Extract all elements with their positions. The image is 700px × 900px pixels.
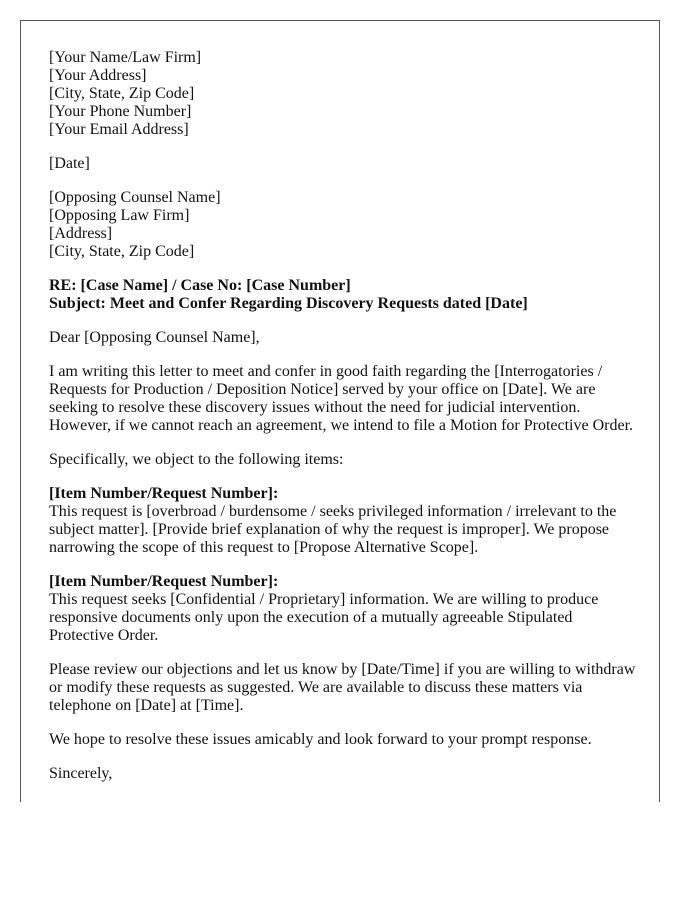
re-block — [49, 277, 639, 313]
recipient-address: [Address] — [49, 225, 113, 242]
re-line: RE: [Case Name] / Case No: [Case Number] — [49, 277, 351, 294]
letter-page — [20, 20, 660, 802]
sender-block — [49, 49, 639, 139]
item-text: This request seeks [Confidential / Proprietary] information. We are willing to produce responsive documents only upon the execution of a mutually agreeable Stipulated Protective Order. — [49, 591, 599, 644]
item-heading: [Item Number/Request Number]: — [49, 573, 279, 590]
item-heading: [Item Number/Request Number]: — [49, 485, 279, 502]
item-text: This request is [overbroad / burdensome / seeks privileged information / irrelevant to the subject matter]. [Provide brief explanation of why the request is improper]. We propose narrowing the scope of this request to [Propose Alternative Scope]. — [49, 503, 617, 556]
subject-line: Subject: Meet and Confer Regarding Discovery Requests dated [Date] — [49, 295, 528, 312]
recipient-block — [49, 189, 639, 261]
salutation: Dear [Opposing Counsel Name], — [49, 329, 260, 346]
signoff: Sincerely, — [49, 765, 113, 782]
sender-email: [Your Email Address] — [49, 121, 189, 138]
review-paragraph: Please review our objections and let us know by [Date/Time] if you are willing to withdraw or modify these requests as suggested. We are available to discuss these matters via telephone on [Date] at [Time]. — [49, 661, 636, 714]
letter-date: [Date] — [49, 155, 90, 172]
letter-content — [49, 49, 639, 799]
recipient-city: [City, State, Zip Code] — [49, 243, 195, 260]
sender-name: [Your Name/Law Firm] — [49, 49, 202, 66]
objection-intro: Specifically, we object to the following items: — [49, 451, 344, 468]
recipient-firm: [Opposing Law Firm] — [49, 207, 190, 224]
sender-city: [City, State, Zip Code] — [49, 85, 195, 102]
sender-address: [Your Address] — [49, 67, 147, 84]
objection-item — [49, 573, 639, 645]
recipient-name: [Opposing Counsel Name] — [49, 189, 221, 206]
closing-paragraph: We hope to resolve these issues amicably and look forward to your prompt response. — [49, 731, 592, 748]
intro-paragraph: I am writing this letter to meet and confer in good faith regarding the [Interrogatories / Requests for Production / Deposition Notice] served by your office on [Date]. We are seeking to resolve these discovery issues without the need for judicial intervention. However, if we cannot reach an agreement, we intend to file a Motion for Protective Order. — [49, 363, 634, 434]
objection-item — [49, 485, 639, 557]
sender-phone: [Your Phone Number] — [49, 103, 192, 120]
